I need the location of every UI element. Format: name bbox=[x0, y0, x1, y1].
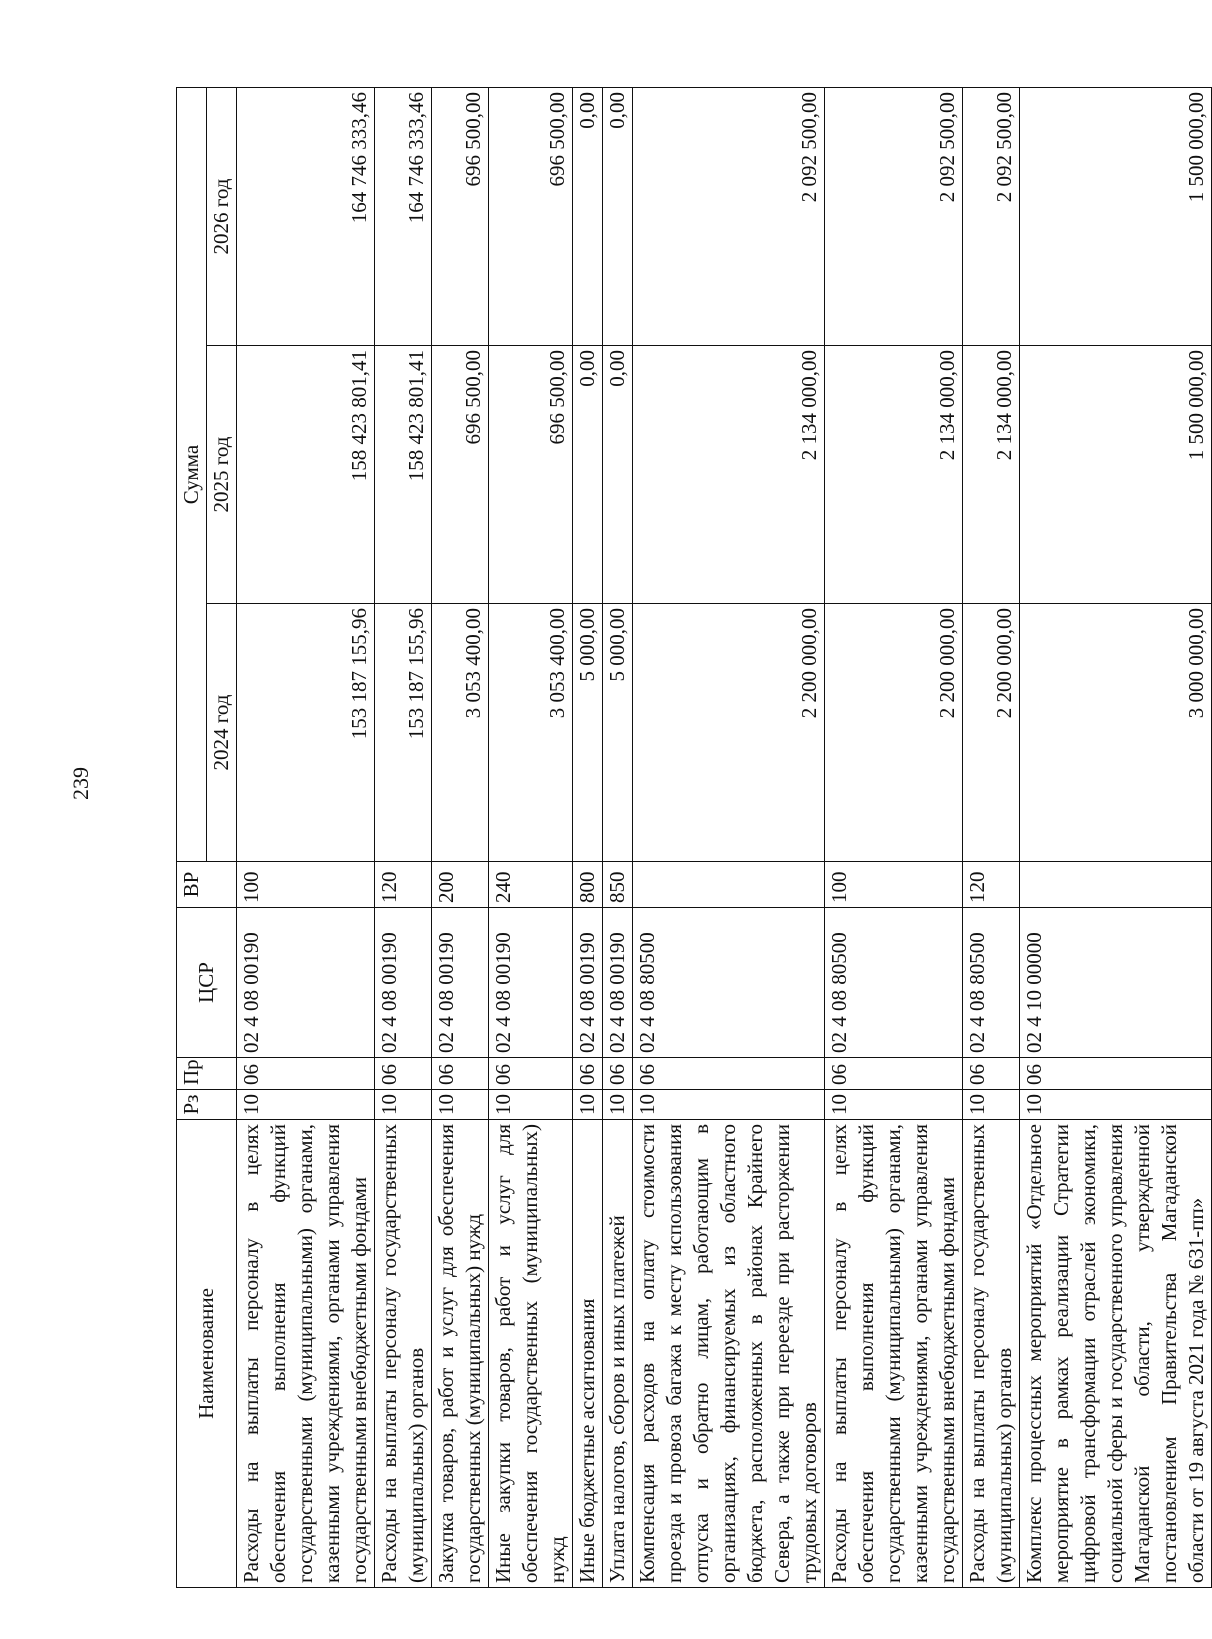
row-rz: 10 bbox=[375, 1090, 432, 1120]
row-rz: 10 bbox=[573, 1090, 603, 1120]
row-2025: 2 134 000,00 bbox=[963, 346, 1020, 604]
row-pr: 06 bbox=[573, 1058, 603, 1090]
row-2025: 158 423 801,41 bbox=[237, 346, 375, 604]
row-rz: 10 bbox=[963, 1090, 1020, 1120]
header-2025: 2025 год bbox=[207, 346, 237, 604]
row-name: Закупка товаров, работ и услуг для обеспечения государственных (муниципальных) нужд bbox=[432, 1120, 489, 1588]
row-vr: 800 bbox=[573, 862, 603, 908]
row-pr: 06 bbox=[237, 1058, 375, 1090]
row-csr: 02 4 08 00190 bbox=[489, 908, 573, 1058]
table-row bbox=[963, 87, 1020, 1587]
table-row bbox=[603, 87, 633, 1587]
row-name: Расходы на выплаты персоналу государственных (муниципальных) органов bbox=[963, 1120, 1020, 1588]
header-pr: Пр bbox=[177, 1058, 237, 1090]
row-name: Иные закупки товаров, работ и услуг для обеспечения государственных (муниципальных) нужд bbox=[489, 1120, 573, 1588]
header-rz: Рз bbox=[177, 1090, 237, 1120]
row-csr: 02 4 08 00190 bbox=[375, 908, 432, 1058]
row-2024: 2 200 000,00 bbox=[633, 604, 825, 862]
rotated-table-container bbox=[176, 88, 1208, 1588]
row-2025: 158 423 801,41 bbox=[375, 346, 432, 604]
row-csr: 02 4 08 00190 bbox=[237, 908, 375, 1058]
header-2024: 2024 год bbox=[207, 604, 237, 862]
row-csr: 02 4 08 80500 bbox=[825, 908, 963, 1058]
row-2025: 0,00 bbox=[603, 346, 633, 604]
row-vr: 100 bbox=[825, 862, 963, 908]
row-rz: 10 bbox=[432, 1090, 489, 1120]
row-pr: 06 bbox=[432, 1058, 489, 1090]
row-name: Расходы на выплаты персоналу государственных (муниципальных) органов bbox=[375, 1120, 432, 1588]
row-2026: 0,00 bbox=[573, 87, 603, 345]
row-vr: 850 bbox=[603, 862, 633, 908]
row-2025: 1 500 000,00 bbox=[1020, 346, 1212, 604]
row-pr: 06 bbox=[603, 1058, 633, 1090]
row-2026: 696 500,00 bbox=[432, 87, 489, 345]
table-row bbox=[375, 87, 432, 1587]
row-2024: 3 053 400,00 bbox=[432, 604, 489, 862]
row-name: Уплата налогов, сборов и иных платежей bbox=[603, 1120, 633, 1588]
row-name: Комплекс процессных мероприятий «Отдельное мероприятие в рамках реализации Стратегии цифровой трансформации отраслей экономики, социальной сферы и государственного управления Магаданской области, утвержденной постановлением Правительства Магаданской области от 19 августа 2021 года № 631-пп» bbox=[1020, 1120, 1212, 1588]
row-pr: 06 bbox=[375, 1058, 432, 1090]
row-2026: 0,00 bbox=[603, 87, 633, 345]
table-row bbox=[432, 87, 489, 1587]
row-vr: 240 bbox=[489, 862, 573, 908]
page-number: 239 bbox=[68, 767, 93, 800]
row-vr: 120 bbox=[963, 862, 1020, 908]
header-name: Наименование bbox=[177, 1120, 237, 1588]
row-2025: 2 134 000,00 bbox=[825, 346, 963, 604]
row-2024: 3 053 400,00 bbox=[489, 604, 573, 862]
row-2024: 153 187 155,96 bbox=[237, 604, 375, 862]
row-csr: 02 4 08 80500 bbox=[963, 908, 1020, 1058]
row-rz: 10 bbox=[237, 1090, 375, 1120]
row-csr: 02 4 08 00190 bbox=[432, 908, 489, 1058]
row-2026: 2 092 500,00 bbox=[825, 87, 963, 345]
row-name: Расходы на выплаты персоналу в целях обеспечения выполнения функций государственными (муниципальными) органами, казенными учреждениями, органами управления государственными внебюджетными фондами bbox=[237, 1120, 375, 1588]
row-2024: 5 000,00 bbox=[603, 604, 633, 862]
row-2026: 2 092 500,00 bbox=[963, 87, 1020, 345]
row-vr: 120 bbox=[375, 862, 432, 908]
row-name: Иные бюджетные ассигнования bbox=[573, 1120, 603, 1588]
row-vr bbox=[1020, 862, 1212, 908]
row-csr: 02 4 08 00190 bbox=[603, 908, 633, 1058]
budget-table bbox=[176, 87, 1212, 1588]
row-2024: 3 000 000,00 bbox=[1020, 604, 1212, 862]
row-2025: 2 134 000,00 bbox=[633, 346, 825, 604]
header-vr: ВР bbox=[177, 862, 237, 908]
row-pr: 06 bbox=[489, 1058, 573, 1090]
row-rz: 10 bbox=[489, 1090, 573, 1120]
row-2024: 2 200 000,00 bbox=[963, 604, 1020, 862]
row-rz: 10 bbox=[633, 1090, 825, 1120]
row-2024: 2 200 000,00 bbox=[825, 604, 963, 862]
table-row bbox=[237, 87, 375, 1587]
row-2026: 164 746 333,46 bbox=[237, 87, 375, 345]
row-pr: 06 bbox=[825, 1058, 963, 1090]
table-row bbox=[825, 87, 963, 1587]
row-name: Компенсация расходов на оплату стоимости проезда и провоза багажа к месту использования отпуска и обратно лицам, работающим в организациях, финансируемых из областного бюджета, расположенных в районах Крайнего Севера, а также при переезде при расторжении трудовых договоров bbox=[633, 1120, 825, 1588]
row-2024: 5 000,00 bbox=[573, 604, 603, 862]
row-vr: 100 bbox=[237, 862, 375, 908]
row-2026: 2 092 500,00 bbox=[633, 87, 825, 345]
row-2025: 696 500,00 bbox=[489, 346, 573, 604]
row-csr: 02 4 08 00190 bbox=[573, 908, 603, 1058]
row-csr: 02 4 10 00000 bbox=[1020, 908, 1212, 1058]
table-row bbox=[1020, 87, 1212, 1587]
row-rz: 10 bbox=[825, 1090, 963, 1120]
table-row bbox=[573, 87, 603, 1587]
row-csr: 02 4 08 80500 bbox=[633, 908, 825, 1058]
table-row bbox=[633, 87, 825, 1587]
row-vr bbox=[633, 862, 825, 908]
row-rz: 10 bbox=[1020, 1090, 1212, 1120]
row-2025: 0,00 bbox=[573, 346, 603, 604]
row-2026: 1 500 000,00 bbox=[1020, 87, 1212, 345]
header-sum: Сумма bbox=[177, 87, 207, 861]
header-2026: 2026 год bbox=[207, 87, 237, 345]
row-pr: 06 bbox=[963, 1058, 1020, 1090]
row-rz: 10 bbox=[603, 1090, 633, 1120]
row-2026: 164 746 333,46 bbox=[375, 87, 432, 345]
row-2025: 696 500,00 bbox=[432, 346, 489, 604]
row-2024: 153 187 155,96 bbox=[375, 604, 432, 862]
row-2026: 696 500,00 bbox=[489, 87, 573, 345]
row-name: Расходы на выплаты персоналу в целях обеспечения выполнения функций государственными (муниципальными) органами, казенными учреждениями, органами управления государственными внебюджетными фондами bbox=[825, 1120, 963, 1588]
header-csr: ЦСР bbox=[177, 908, 237, 1058]
row-pr: 06 bbox=[1020, 1058, 1212, 1090]
row-vr: 200 bbox=[432, 862, 489, 908]
row-pr: 06 bbox=[633, 1058, 825, 1090]
table-row bbox=[489, 87, 573, 1587]
